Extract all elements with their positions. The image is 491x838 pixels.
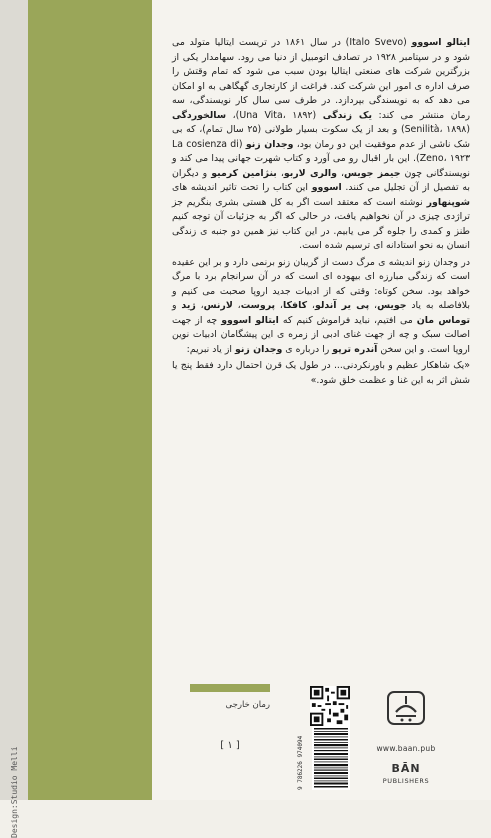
barcode-number: 9 786226 974094 (297, 735, 304, 790)
blurb-paragraph-1: ایتالو اسووو (Italo Svevo) در سال ۱۸۶۱ در تریست ایتالیا متولد می شود و در سپتامبر ۱۹۲۸ در تصادف اتومبیل از دنیا می رود. سهامدار یکی از بزرگترین شرکت های صنعتی ایتالیا بودن سبب می شود که تمام وقتش را صرف اداره ی امور این شرکت کند. فراغت از کارتجاری گهگاهی به او امکان می دهد که به نویسندگی بپردازد. در طرف سی سال کار نویسندگی، سه رمان منتشر می کند: یک زندگی (Una Vita، ۱۸۹۲)، سالخوردگی (Senilità، ۱۸۹۸) و بعد از یک سکوت بسیار طولانی (۲۵ سال تمام)، که بی شک ناشی از عدم موفقیت این دو رمان بود، وجدان زنو (La cosienza di Zeno، ۱۹۲۳). این بار اقبال رو می آورد و کتاب شهرت جهانی پیدا می کند و نویسندگانی چون جیمز جویس، والری لاربو، بنژامین کرمیو و دیگران به تفصیل از آن تجلیل می کنند. اسووو این کتاب را تحت تاثیر اندیشه های شوپنهاور نوشته است که معتقد است اگر به کل هستی بشری بنگریم جز تراژدی چیزی در آن نخواهیم یافت، در حالی که اگر به جزئیات آن توجه کنیم طنز و کمدی را جلوه گر می یابیم. در این کتاب نیز همین دو جنبه ی زندگی انسان به نحو استادانه ای ترسیم شده است. (172, 37, 471, 251)
designer-credit: Design:Studio Melli (10, 746, 19, 838)
genre-label: رمان خارجی (225, 700, 270, 710)
blurb-quote: «یک شاهکار عظیم و باورنکردنی... در طول یک قرن احتمال دارد فقط پنج یا شش اثر به این غنا و عظمت خلق شود.» (172, 360, 470, 386)
author-name: ایتالو اسووو (411, 37, 470, 48)
barcode-icon (312, 726, 350, 790)
qr-code-icon (310, 686, 350, 726)
publisher-logo-icon (384, 686, 428, 730)
green-side-band (28, 0, 152, 800)
spine-strip (0, 0, 28, 800)
publisher-subtitle: PUBLISHERS (382, 777, 430, 785)
series-number: [ ۱ ] (220, 740, 240, 751)
blurb-text (172, 36, 470, 390)
blurb-paragraph-2: در وجدان زنو اندیشه ی مرگ دست از گریبان زنو برنمی دارد و بر این عقیده است که زندگی مبارزه ای بیهوده ای است که در آن سرانجام برد با مرگ خواهد بود. سخن کوتاه: وقتی که از ادبیات جدید اروپا صحبت می کنیم و بلافاصله به یاد جویس، پی یر آندلو، کافکا، پروست، لارنس، ژید و توماس مان می افتیم، نباید فراموش کنیم که ایتالو اسووو چه از جهت اصالت سبک و چه از جهت غنای ادبی از زمره ی این پیشگامان ادبیات نوین اروپا است. و این سخن آندره ترپو را درباره ی وجدان زنو از یاد نبریم: (172, 256, 471, 355)
publisher-website: www.baan.pub (376, 744, 436, 753)
genre-box (190, 684, 270, 754)
genre-stripe (190, 684, 270, 692)
publisher-name: BĀN (391, 762, 421, 775)
